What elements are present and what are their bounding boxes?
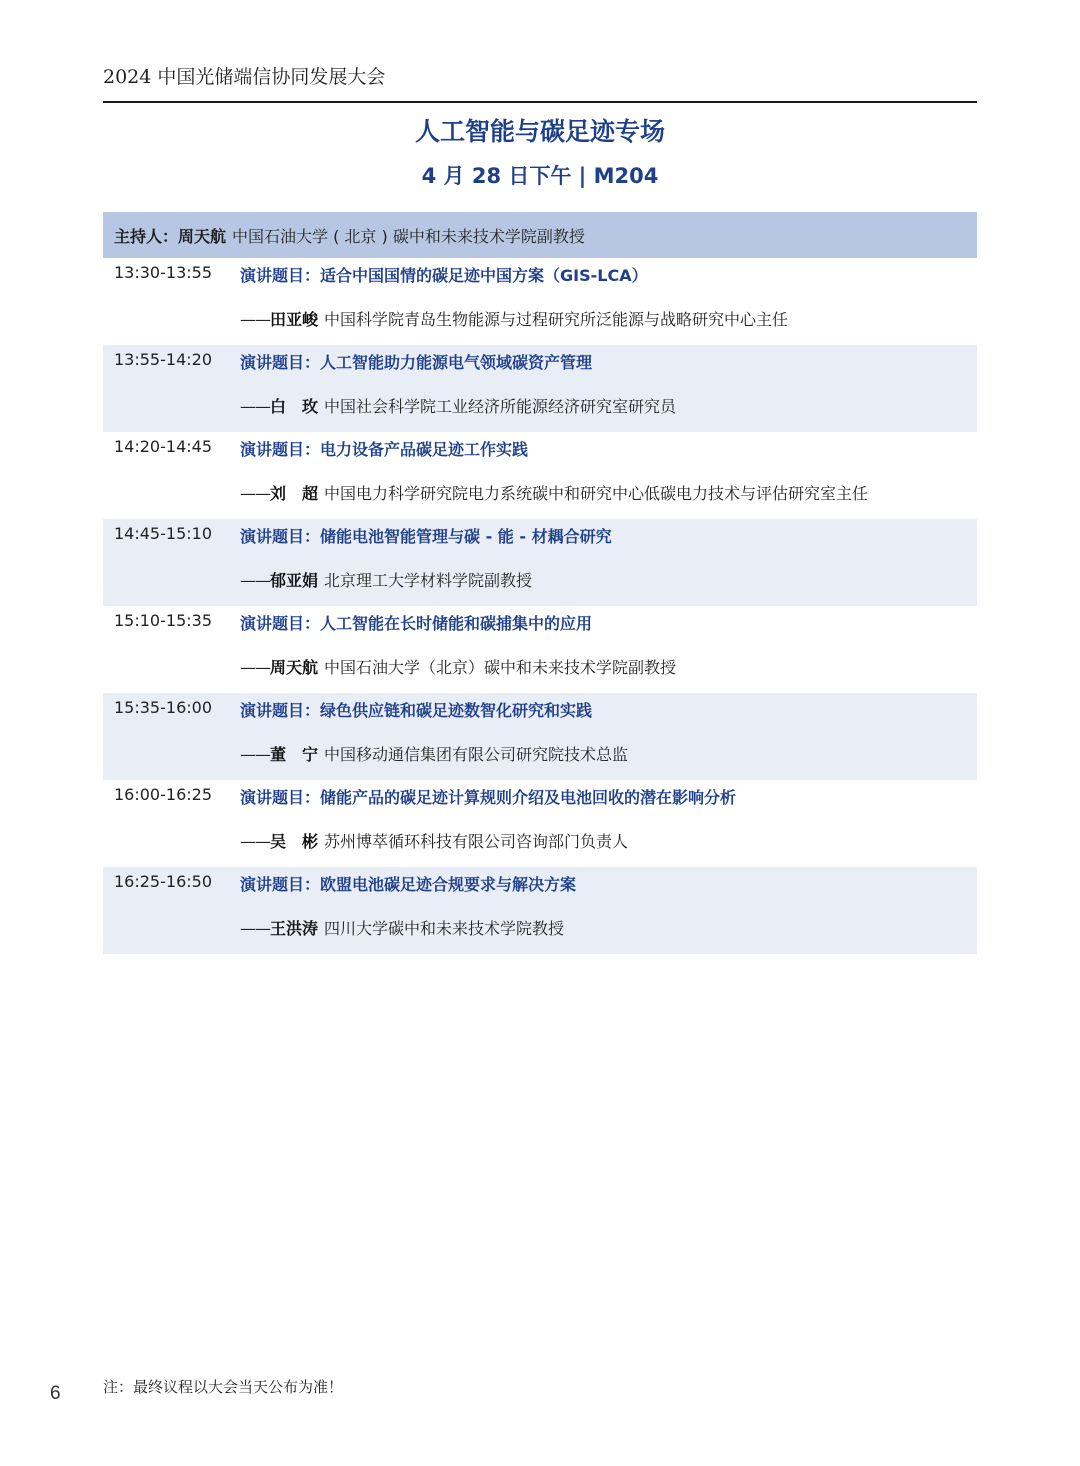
speaker-affiliation: 苏州博萃循环科技有限公司咨询部门负责人 xyxy=(324,832,629,851)
dash: —— xyxy=(240,484,270,503)
speaker-name: 王洪涛 xyxy=(270,919,319,938)
session-title: 人工智能与碳足迹专场 xyxy=(414,117,665,146)
dash: —— xyxy=(240,658,270,677)
dash: —— xyxy=(240,832,270,851)
speaker-name: 吴 彬 xyxy=(270,832,319,851)
slot-time: 16:25-16:50 xyxy=(114,872,212,891)
dash: —— xyxy=(240,310,270,329)
speaker-name: 田亚峻 xyxy=(270,310,319,329)
talk-topic: 演讲题目：储能电池智能管理与碳 - 能 - 材耦合研究 xyxy=(240,527,612,546)
dash: —— xyxy=(240,397,270,416)
talk-topic: 演讲题目：欧盟电池碳足迹合规要求与解决方案 xyxy=(240,875,577,894)
speaker-line xyxy=(240,307,788,330)
slot-time: 13:55-14:20 xyxy=(114,350,212,369)
host-label: 主持人：周天航 xyxy=(114,226,227,246)
speaker-line xyxy=(240,394,676,417)
host-bar xyxy=(103,212,977,258)
footer-note: 注：最终议程以大会当天公布为准！ xyxy=(103,1378,344,1396)
schedule-row xyxy=(103,345,977,432)
conference-title: 2024 中国光储端信协同发展大会 xyxy=(103,66,386,88)
host-affiliation: 中国石油大学 ( 北京 ) 碳中和未来技术学院副教授 xyxy=(232,226,585,246)
talk-topic: 演讲题目：绿色供应链和碳足迹数智化研究和实践 xyxy=(240,701,593,720)
speaker-name: 白 玫 xyxy=(270,397,319,416)
speaker-affiliation: 中国石油大学（北京）碳中和未来技术学院副教授 xyxy=(324,658,677,677)
schedule-row xyxy=(103,432,977,519)
schedule-row xyxy=(103,693,977,780)
slot-time: 15:10-15:35 xyxy=(114,611,212,630)
schedule-row xyxy=(103,519,977,606)
speaker-line xyxy=(240,916,564,939)
talk-topic: 演讲题目：储能产品的碳足迹计算规则介绍及电池回收的潜在影响分析 xyxy=(240,788,737,807)
speaker-affiliation: 中国移动通信集团有限公司研究院技术总监 xyxy=(324,745,629,764)
speaker-line xyxy=(240,742,628,765)
slot-time: 15:35-16:00 xyxy=(114,698,212,717)
speaker-line xyxy=(240,829,628,852)
slot-time: 13:30-13:55 xyxy=(114,263,212,282)
speaker-name: 刘 超 xyxy=(270,484,319,503)
speaker-line xyxy=(240,655,676,678)
speaker-affiliation: 中国科学院青岛生物能源与过程研究所泛能源与战略研究中心主任 xyxy=(324,310,789,329)
dash: —— xyxy=(240,571,270,590)
speaker-name: 郁亚娟 xyxy=(270,571,319,590)
speaker-line xyxy=(240,568,532,591)
schedule-row xyxy=(103,780,977,867)
slot-time: 14:45-15:10 xyxy=(114,524,212,543)
slot-time: 16:00-16:25 xyxy=(114,785,212,804)
schedule-row xyxy=(103,258,977,345)
speaker-line xyxy=(240,481,868,504)
speaker-affiliation: 北京理工大学材料学院副教授 xyxy=(324,571,533,590)
talk-topic: 演讲题目：人工智能在长时储能和碳捕集中的应用 xyxy=(240,614,593,633)
header-divider xyxy=(103,101,977,103)
schedule-table xyxy=(103,258,977,954)
speaker-affiliation: 四川大学碳中和未来技术学院教授 xyxy=(324,919,565,938)
talk-topic: 演讲题目：人工智能助力能源电气领域碳资产管理 xyxy=(240,353,593,372)
talk-topic: 演讲题目：适合中国国情的碳足迹中国方案（GIS-LCA） xyxy=(240,266,648,285)
slot-time: 14:20-14:45 xyxy=(114,437,212,456)
speaker-affiliation: 中国电力科学研究院电力系统碳中和研究中心低碳电力技术与评估研究室主任 xyxy=(324,484,869,503)
page-number: 6 xyxy=(50,1383,61,1404)
speaker-affiliation: 中国社会科学院工业经济所能源经济研究室研究员 xyxy=(324,397,677,416)
schedule-row xyxy=(103,867,977,954)
dash: —— xyxy=(240,919,270,938)
session-time-room: 4 月 28 日下午 | M204 xyxy=(421,164,659,188)
speaker-name: 周天航 xyxy=(270,658,319,677)
speaker-name: 董 宁 xyxy=(270,745,319,764)
schedule-row xyxy=(103,606,977,693)
talk-topic: 演讲题目：电力设备产品碳足迹工作实践 xyxy=(240,440,529,459)
dash: —— xyxy=(240,745,270,764)
